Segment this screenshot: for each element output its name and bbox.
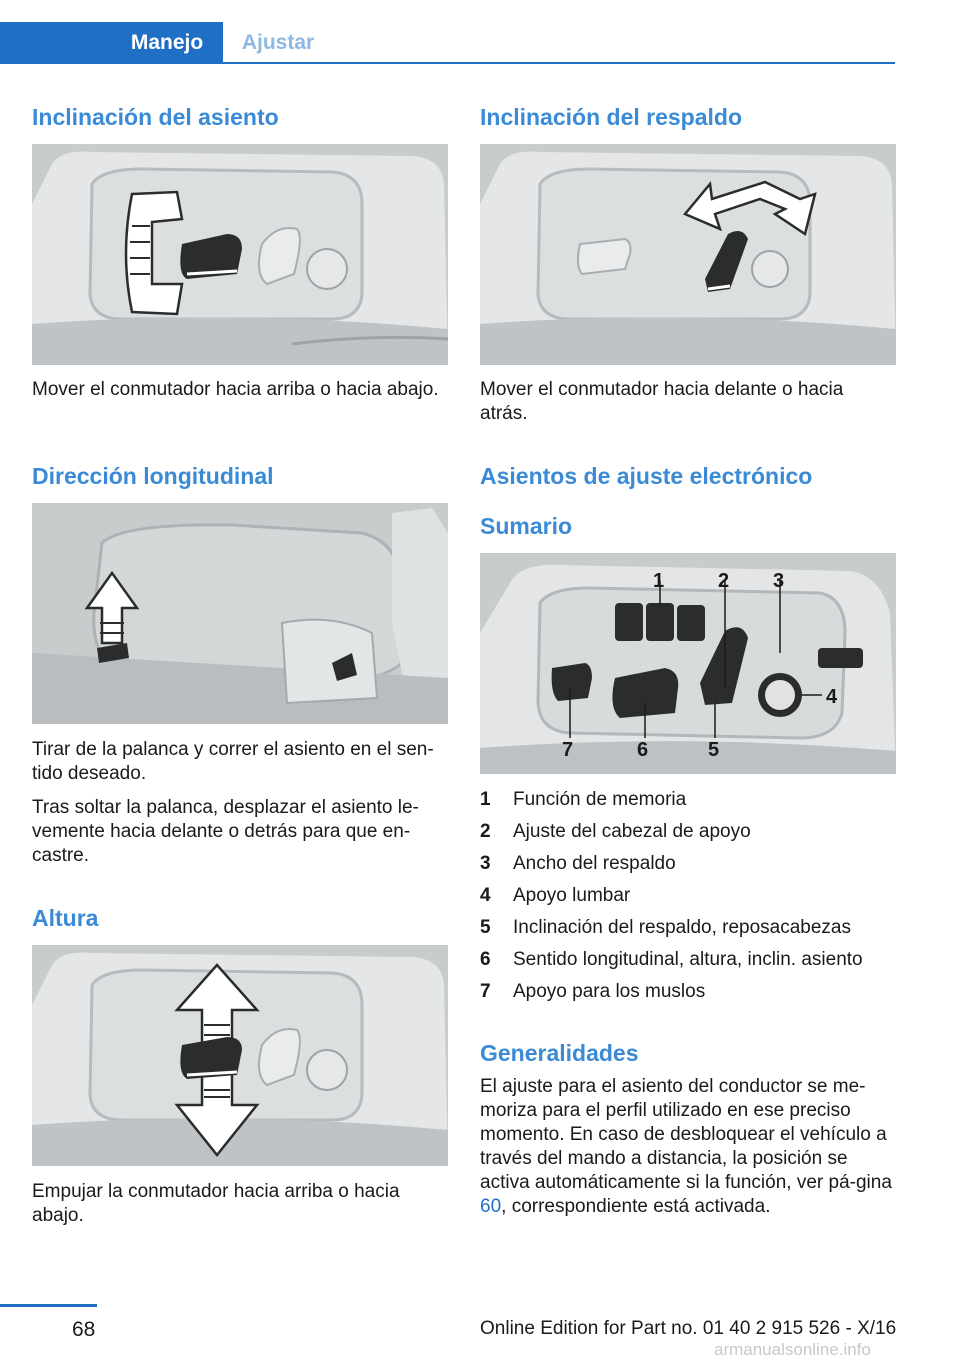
tab-manejo[interactable]: Manejo	[111, 22, 223, 62]
legend-number: 2	[480, 821, 491, 842]
tab-ajustar[interactable]: Ajustar	[241, 31, 315, 54]
longitudinal-text-2: Tras soltar la palanca, desplazar el asiento le-vemente hacia delante o detrás para que en-castre.	[32, 797, 419, 866]
heading-general: Generalidades	[480, 1040, 639, 1066]
height-illustration	[32, 945, 448, 1166]
heading-seat-tilt: Inclinación del asiento	[32, 104, 279, 130]
legend-text: Apoyo lumbar	[513, 885, 631, 906]
backrest-tilt-illustration	[480, 144, 896, 365]
legend-number: 7	[480, 981, 491, 1002]
footer-accent-bar	[0, 1304, 97, 1307]
general-text	[480, 1075, 900, 1219]
legend-text: Apoyo para los muslos	[513, 981, 706, 1002]
height-text: Empujar la conmutador hacia arriba o hacia abajo.	[32, 1181, 400, 1226]
watermark: armanualsonline.info	[714, 1340, 871, 1359]
tab-spacer	[0, 22, 111, 62]
page-number: 68	[72, 1318, 96, 1341]
legend-text: Sentido longitudinal, altura, inclin. asiento	[513, 949, 863, 970]
diagram-label-7: 7	[562, 739, 574, 761]
seat-controls-diagram	[480, 553, 896, 774]
legend-number: 5	[480, 917, 491, 938]
diagram-label-6: 6	[637, 739, 649, 761]
legend-text: Inclinación del respaldo, reposacabezas	[513, 917, 851, 938]
seat-tilt-text: Mover el conmutador hacia arriba o hacia abajo.	[32, 379, 439, 400]
diagram-label-1: 1	[653, 570, 665, 592]
legend-text: Función de memoria	[513, 789, 687, 810]
general-text-after: , correspondiente está activada.	[501, 1196, 771, 1217]
diagram-label-3: 3	[773, 570, 785, 592]
diagram-label-2: 2	[718, 570, 730, 592]
heading-backrest-tilt: Inclinación del respaldo	[480, 104, 743, 130]
edition-text: Online Edition for Part no. 01 40 2 915 526 - X/16	[480, 1318, 897, 1339]
heading-height: Altura	[32, 905, 99, 931]
diagram-label-5: 5	[708, 739, 720, 761]
longitudinal-text-1: Tirar de la palanca y correr el asiento en el sen-tido deseado.	[32, 739, 434, 784]
legend-number: 4	[480, 885, 491, 906]
legend-text: Ajuste del cabezal de apoyo	[513, 821, 751, 842]
legend-text: Ancho del respaldo	[513, 853, 676, 874]
chapter-tab-bar	[0, 22, 895, 64]
heading-summary: Sumario	[480, 513, 573, 539]
legend-number: 6	[480, 949, 491, 970]
backrest-tilt-text: Mover el conmutador hacia delante o hacia atrás.	[480, 379, 844, 424]
seat-tilt-illustration	[32, 144, 448, 365]
legend-number: 1	[480, 789, 491, 810]
longitudinal-illustration	[32, 503, 448, 724]
heading-longitudinal: Dirección longitudinal	[32, 463, 274, 489]
general-text-before: El ajuste para el asiento del conductor se me-moriza para el perfil utilizado en ese preciso momento. En caso de desbloquear el vehículo a través del mando a distancia, la posición se activa automáticamente si la función, ver pá-gina	[480, 1076, 892, 1193]
heading-electronic-seats: Asientos de ajuste electrónico	[480, 463, 813, 489]
diagram-label-4: 4	[826, 686, 838, 708]
legend-number: 3	[480, 853, 491, 874]
page-link[interactable]: 60	[480, 1196, 502, 1217]
